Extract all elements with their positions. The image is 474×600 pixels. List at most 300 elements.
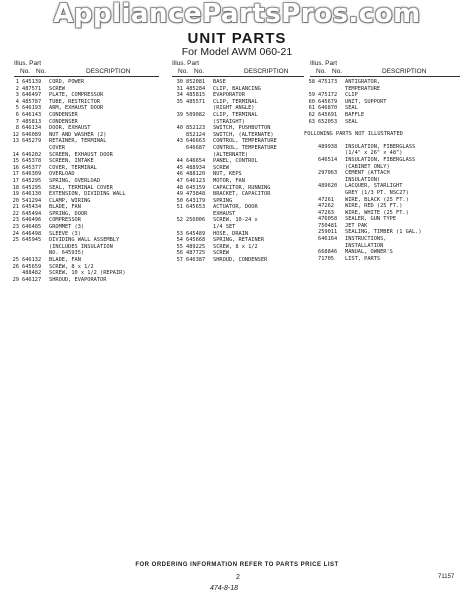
part-number: 488120 bbox=[186, 171, 206, 178]
table-row bbox=[170, 257, 277, 264]
table-row bbox=[6, 211, 126, 218]
illus-number bbox=[302, 216, 318, 223]
illus-number bbox=[6, 270, 22, 277]
part-number: 488482 bbox=[22, 270, 42, 277]
part-description: CLIP bbox=[345, 92, 358, 99]
part-number: 489620 bbox=[318, 183, 338, 190]
part-description: JET PAK bbox=[345, 222, 368, 229]
illus-number: 53 bbox=[176, 230, 183, 237]
part-description: SEAL bbox=[345, 118, 358, 125]
part-description: TEMPERATURE bbox=[345, 85, 381, 92]
part-number: 852081 bbox=[186, 79, 206, 85]
part-description: PANEL, CONTROL bbox=[213, 158, 258, 165]
table-row bbox=[170, 105, 277, 112]
table-row bbox=[6, 145, 126, 152]
part-description: ACTUATOR, DOOR bbox=[213, 204, 258, 211]
handwritten-note: 474-8-18 bbox=[210, 585, 239, 592]
illus-number bbox=[302, 86, 318, 93]
table-row bbox=[6, 105, 126, 112]
illus-number bbox=[170, 132, 186, 139]
table-row bbox=[6, 171, 126, 178]
part-description: SEALER, GUN TYPE bbox=[345, 216, 397, 223]
part-description: GROMMET (3) bbox=[49, 224, 85, 231]
table-row bbox=[170, 191, 277, 198]
part-description: NO. 645935) bbox=[49, 250, 85, 257]
illus-number: 57 bbox=[176, 257, 183, 264]
table-row bbox=[6, 257, 126, 264]
part-description: BASE bbox=[213, 79, 226, 85]
table-row bbox=[6, 270, 126, 277]
part-number: 475172 bbox=[318, 92, 338, 99]
table-row bbox=[170, 86, 277, 93]
part-number: 668846 bbox=[318, 249, 338, 256]
table-row bbox=[170, 244, 277, 251]
part-description: MOTOR, FAN bbox=[213, 177, 245, 184]
table-row bbox=[6, 237, 126, 244]
header-ill-no: No. bbox=[316, 68, 327, 75]
part-number: 297063 bbox=[318, 170, 338, 177]
table-row bbox=[170, 145, 277, 152]
illus-number bbox=[302, 249, 318, 256]
table-row bbox=[302, 112, 422, 119]
page-subtitle: For Model AWM 060-21 bbox=[181, 46, 293, 58]
table-row bbox=[302, 92, 422, 99]
part-number: 646654 bbox=[186, 158, 206, 165]
part-number: 485787 bbox=[22, 98, 42, 105]
part-description: (1/4" x 26" x 48") bbox=[345, 150, 403, 157]
illus-number bbox=[302, 210, 318, 217]
table-row bbox=[6, 125, 126, 132]
part-number: 485815 bbox=[186, 92, 206, 99]
parts-column-3 bbox=[302, 79, 422, 262]
illus-number: 21 bbox=[12, 204, 19, 211]
illus-number bbox=[170, 119, 186, 126]
part-number bbox=[186, 152, 213, 159]
table-row bbox=[302, 105, 422, 112]
part-description: NUT, KEPS bbox=[213, 171, 242, 178]
part-number: 645378 bbox=[22, 158, 42, 165]
part-description: SHROUD, CONDENSER bbox=[213, 257, 268, 264]
illus-number: 43 bbox=[176, 138, 183, 145]
part-description: SWITCH, (ALTERNATE) bbox=[213, 131, 274, 138]
part-number: 488934 bbox=[186, 164, 206, 171]
table-row bbox=[6, 178, 126, 185]
table-row bbox=[6, 112, 126, 119]
part-number: 259011 bbox=[318, 229, 338, 236]
table-row bbox=[6, 152, 126, 159]
part-description: RETAINER, TERMINAL bbox=[49, 138, 107, 145]
table-row bbox=[170, 178, 277, 185]
table-row bbox=[302, 164, 422, 171]
part-description: (ALTERNATE) bbox=[213, 151, 249, 158]
part-number: 646496 bbox=[22, 217, 42, 224]
part-number: 646687 bbox=[186, 144, 206, 151]
part-number: 645494 bbox=[22, 210, 42, 217]
part-number: 646309 bbox=[22, 171, 42, 178]
table-row bbox=[302, 190, 422, 197]
part-number: 47263 bbox=[318, 209, 334, 216]
part-number: 646514 bbox=[318, 156, 338, 163]
part-number: 652053 bbox=[318, 118, 338, 125]
illus-number: 63 bbox=[308, 118, 315, 125]
illus-number: 25 bbox=[12, 257, 19, 264]
part-number: 646127 bbox=[22, 276, 42, 283]
header-part-no: No. bbox=[36, 68, 47, 75]
illus-number: 15 bbox=[12, 158, 19, 165]
part-number: 487725 bbox=[186, 250, 206, 257]
illus-number bbox=[302, 170, 318, 177]
part-number: 646485 bbox=[22, 224, 42, 231]
page-title: UNIT PARTS bbox=[187, 30, 287, 47]
part-number: 646130 bbox=[22, 191, 42, 198]
parts-column-2 bbox=[170, 79, 277, 264]
part-number: 646497 bbox=[22, 92, 42, 99]
part-number: 645295 bbox=[22, 177, 42, 184]
part-number: 646387 bbox=[186, 257, 206, 264]
header-description: DESCRIPTION bbox=[86, 68, 131, 75]
part-description: CORD, POWER bbox=[49, 79, 85, 85]
part-description: LACQUER, STARLIGHT bbox=[345, 183, 403, 190]
part-description: CONTROL, TEMPERATURE bbox=[213, 138, 277, 145]
table-row bbox=[302, 223, 422, 230]
part-description: ARM, EXHAUST DOOR bbox=[49, 105, 104, 112]
part-description: SPRING, DOOR bbox=[49, 210, 88, 217]
part-description: EXHAUST bbox=[213, 210, 236, 217]
illus-number: 29 bbox=[12, 276, 19, 283]
illus-number: 30 bbox=[176, 79, 183, 85]
part-description: 1/4 SET bbox=[213, 224, 236, 231]
illus-number bbox=[170, 152, 186, 159]
part-number bbox=[186, 224, 213, 231]
table-row bbox=[6, 198, 126, 205]
header-part-no: No. bbox=[332, 68, 343, 75]
part-description: CLIP, TERMINAL bbox=[213, 98, 258, 105]
part-number: 645434 bbox=[22, 204, 42, 211]
part-description: DIVIDING WALL ASSEMBLY bbox=[49, 237, 120, 244]
table-row bbox=[6, 231, 126, 238]
part-number: 646193 bbox=[22, 105, 42, 112]
table-row bbox=[170, 132, 277, 139]
part-number bbox=[22, 244, 49, 251]
table-row bbox=[6, 92, 126, 99]
part-number: 852124 bbox=[186, 131, 206, 138]
part-description: SCREW bbox=[49, 85, 65, 92]
table-row bbox=[170, 237, 277, 244]
part-number: 645377 bbox=[22, 164, 42, 171]
illus-number: 2 bbox=[15, 85, 19, 92]
table-row bbox=[6, 244, 126, 251]
part-description: SCREW, 10-24 x bbox=[213, 217, 258, 224]
illus-number bbox=[302, 177, 318, 184]
part-description: SPRING bbox=[213, 197, 233, 204]
part-description: SCREW bbox=[213, 164, 229, 171]
illus-number bbox=[302, 236, 318, 243]
table-row bbox=[302, 79, 422, 86]
table-row bbox=[302, 216, 422, 223]
part-description: INSULATION, FIBERGLASS bbox=[345, 156, 416, 163]
part-number: 509082 bbox=[186, 111, 206, 118]
header-part-no: No. bbox=[194, 68, 205, 75]
table-row bbox=[302, 86, 422, 93]
illus-number: 8 bbox=[15, 125, 19, 132]
illus-number bbox=[6, 250, 22, 257]
illus-number: 1 bbox=[15, 79, 19, 85]
part-number bbox=[318, 190, 345, 197]
part-description: OVERLOAD bbox=[49, 171, 75, 178]
part-number: 485284 bbox=[186, 85, 206, 92]
illus-number: 26 bbox=[12, 263, 19, 270]
part-number: 485813 bbox=[22, 118, 42, 125]
part-description: INSULATION, FIBERGLASS bbox=[345, 143, 416, 150]
table-row bbox=[170, 99, 277, 106]
part-description: GREY (1/3 PT. NSC27) bbox=[345, 189, 409, 196]
part-number: 645945 bbox=[22, 237, 42, 244]
part-number bbox=[186, 211, 213, 218]
illus-number bbox=[170, 211, 186, 218]
part-description: SCREW, 8 x 1/2 bbox=[213, 243, 258, 250]
table-row bbox=[170, 112, 277, 119]
part-description: CONDENSER bbox=[49, 111, 78, 118]
document-code: 71157 bbox=[438, 574, 455, 580]
part-description: COVER, TERMINAL bbox=[49, 164, 97, 171]
part-number: 646663 bbox=[186, 138, 206, 145]
illus-number: 40 bbox=[176, 125, 183, 132]
illus-number: 50 bbox=[176, 197, 183, 204]
illus-number: 47 bbox=[176, 177, 183, 184]
table-row bbox=[302, 99, 422, 106]
table-row bbox=[6, 224, 126, 231]
header-rule-3 bbox=[310, 76, 460, 77]
part-description: WIRE, BLACK (25 FT.) bbox=[345, 196, 409, 203]
illus-number: 51 bbox=[176, 204, 183, 211]
table-row bbox=[170, 204, 277, 211]
table-row bbox=[170, 231, 277, 238]
part-description: HOSE, DRAIN bbox=[213, 230, 249, 237]
part-number: 645659 bbox=[22, 263, 42, 270]
illus-number: 12 bbox=[12, 131, 19, 138]
part-description: SEALING, TIMBER (1 GAL.) bbox=[345, 229, 422, 236]
part-number: 645679 bbox=[318, 98, 338, 105]
table-row bbox=[6, 138, 126, 145]
illus-number bbox=[302, 223, 318, 230]
page-number: 2 bbox=[236, 574, 240, 581]
part-number: 645653 bbox=[186, 204, 206, 211]
part-number: 645295 bbox=[22, 184, 42, 191]
part-description: SHROUD, EVAPORATOR bbox=[49, 276, 107, 283]
table-row bbox=[302, 119, 422, 126]
table-row bbox=[170, 125, 277, 132]
part-number: 489225 bbox=[186, 243, 206, 250]
table-row bbox=[6, 185, 126, 192]
part-description: UNIT, SUPPORT bbox=[345, 98, 387, 105]
illus-number bbox=[302, 243, 318, 250]
table-row bbox=[302, 183, 422, 190]
illus-number: 23 bbox=[12, 224, 19, 231]
illus-number: 52 bbox=[176, 217, 183, 224]
part-description: SEAL, TERMINAL COVER bbox=[49, 184, 113, 191]
part-description: SCREW bbox=[213, 250, 229, 257]
part-number: 47261 bbox=[318, 196, 334, 203]
part-description: SCREW, 8 x 1/2 bbox=[49, 263, 94, 270]
header-description: DESCRIPTION bbox=[382, 68, 427, 75]
illus-number: 17 bbox=[12, 177, 19, 184]
table-row bbox=[6, 264, 126, 271]
part-number: 646202 bbox=[22, 151, 42, 158]
table-row bbox=[170, 79, 277, 86]
illus-number: 49 bbox=[176, 191, 183, 198]
header-rule-2 bbox=[172, 76, 304, 77]
part-number: 541294 bbox=[22, 197, 42, 204]
part-description: CLIP, TERMINAL bbox=[213, 111, 258, 118]
part-description: INSULATION) bbox=[345, 176, 381, 183]
part-description: SCREEN, EXHAUST DOOR bbox=[49, 151, 113, 158]
part-number bbox=[318, 177, 345, 184]
part-description: NUT AND WASHER (2) bbox=[49, 131, 107, 138]
illus-number: 48 bbox=[176, 184, 183, 191]
part-number: 852123 bbox=[186, 125, 206, 132]
table-row bbox=[302, 157, 422, 164]
illus-number: 54 bbox=[176, 237, 183, 244]
illus-number: 19 bbox=[12, 191, 19, 198]
illus-number: 62 bbox=[308, 111, 315, 118]
part-number: 485571 bbox=[186, 98, 206, 105]
table-row bbox=[170, 224, 277, 231]
part-number: 646498 bbox=[22, 230, 42, 237]
part-description: SPRING, RETAINER bbox=[213, 237, 265, 244]
header-ill-no: No. bbox=[178, 68, 189, 75]
illus-number: 58 bbox=[308, 79, 315, 85]
part-number: 476058 bbox=[318, 216, 338, 223]
part-description: BRACKET, CAPACITOR bbox=[213, 191, 271, 198]
table-row bbox=[170, 138, 277, 145]
table-row bbox=[6, 99, 126, 106]
illus-number bbox=[170, 105, 186, 112]
table-row bbox=[6, 132, 126, 139]
table-row bbox=[170, 119, 277, 126]
part-description: SCREW, 10 x 1/2 (REPAIR) bbox=[49, 270, 126, 277]
part-number: 256006 bbox=[186, 217, 206, 224]
table-row bbox=[170, 171, 277, 178]
illus-number: 61 bbox=[308, 105, 315, 112]
part-description: COMPRESSOR bbox=[49, 217, 81, 224]
table-row bbox=[302, 229, 422, 236]
illus-number bbox=[6, 244, 22, 251]
illus-number: 31 bbox=[176, 85, 183, 92]
illus-number: 13 bbox=[12, 138, 19, 145]
illus-number bbox=[170, 224, 186, 231]
illus-number: 17 bbox=[12, 171, 19, 178]
parts-column-1 bbox=[6, 79, 126, 283]
illus-number bbox=[302, 144, 318, 151]
part-number: 47262 bbox=[318, 203, 334, 210]
part-description: LIST, PARTS bbox=[345, 255, 381, 262]
part-description: (STRAIGHT) bbox=[213, 118, 245, 125]
table-row bbox=[170, 250, 277, 257]
part-description: SWITCH, PUSHBUTTON bbox=[213, 125, 271, 132]
part-description: CLIP, BALANCING bbox=[213, 85, 261, 92]
illus-number: 14 bbox=[12, 151, 19, 158]
illus-number bbox=[302, 190, 318, 197]
part-number: 645279 bbox=[22, 138, 42, 145]
header-illus-part: Illus. Part bbox=[172, 60, 200, 67]
part-description: CEMENT (ATTACH bbox=[345, 170, 390, 177]
part-description: WIRE, RED (25 FT.) bbox=[345, 203, 403, 210]
header-illus-part: Illus. Part bbox=[14, 60, 42, 67]
table-row bbox=[302, 203, 422, 210]
part-description: (INCLUDES INSULATION bbox=[49, 243, 113, 250]
table-row bbox=[6, 277, 126, 284]
illus-number: 25 bbox=[12, 237, 19, 244]
illus-number: 24 bbox=[12, 230, 19, 237]
illus-number: 46 bbox=[176, 171, 183, 178]
part-number: 489938 bbox=[318, 143, 338, 150]
illus-number: 16 bbox=[12, 164, 19, 171]
header-illus-part: Illus. Part bbox=[310, 60, 338, 67]
table-row bbox=[302, 210, 422, 217]
ordering-footer: FOR ORDERING INFORMATION REFER TO PARTS PRICE LIST bbox=[135, 562, 339, 568]
part-description: (CABINET ONLY) bbox=[345, 163, 390, 170]
part-description: PLATE, COMPRESSOR bbox=[49, 92, 104, 99]
table-row bbox=[170, 165, 277, 172]
part-number: 645489 bbox=[186, 230, 206, 237]
illus-number: 60 bbox=[308, 98, 315, 105]
part-number: 646134 bbox=[22, 125, 42, 132]
illus-number bbox=[302, 150, 318, 157]
part-number bbox=[22, 250, 49, 257]
table-row bbox=[6, 217, 126, 224]
part-number: 645668 bbox=[186, 237, 206, 244]
header-rule-1 bbox=[14, 76, 159, 77]
table-row bbox=[6, 119, 126, 126]
table-row bbox=[302, 150, 422, 157]
illus-number bbox=[170, 145, 186, 152]
illus-number: 44 bbox=[176, 158, 183, 165]
part-number: 475173 bbox=[318, 79, 338, 85]
illus-number: 7 bbox=[15, 118, 19, 125]
part-description: WIRE, WHITE (25 FT.) bbox=[345, 209, 409, 216]
part-number: 646089 bbox=[22, 131, 42, 138]
table-row bbox=[302, 256, 422, 263]
part-number bbox=[318, 150, 345, 157]
illus-number: 45 bbox=[176, 164, 183, 171]
part-description: BAFFLE bbox=[345, 111, 365, 118]
table-row bbox=[302, 249, 422, 256]
part-description: (RIGHT ANGLE) bbox=[213, 105, 255, 112]
illus-number: 22 bbox=[12, 210, 19, 217]
part-number: 646132 bbox=[22, 257, 42, 264]
illus-number: 3 bbox=[15, 92, 19, 99]
part-description: EVAPORATOR bbox=[213, 92, 245, 99]
part-description: CONDENSER bbox=[49, 118, 78, 125]
illus-number bbox=[302, 256, 318, 263]
part-number bbox=[318, 243, 345, 250]
table-row bbox=[302, 170, 422, 177]
table-row bbox=[6, 250, 126, 257]
part-number bbox=[318, 164, 345, 171]
part-description: SCREEN, INTAKE bbox=[49, 158, 94, 165]
not-illustrated-note: FOLLOWING PARTS NOT ILLUSTRATED bbox=[304, 131, 403, 138]
part-number: 750481 bbox=[318, 222, 338, 229]
part-number: 645159 bbox=[186, 184, 206, 191]
part-number: 71705 bbox=[318, 255, 334, 262]
illus-number: 56 bbox=[176, 250, 183, 257]
illus-number bbox=[302, 183, 318, 190]
watermark-text: AppliancePartsPros.com bbox=[53, 0, 421, 29]
illus-number: 39 bbox=[176, 111, 183, 118]
part-number: 645139 bbox=[22, 79, 42, 85]
table-row bbox=[302, 236, 422, 243]
table-row bbox=[170, 185, 277, 192]
